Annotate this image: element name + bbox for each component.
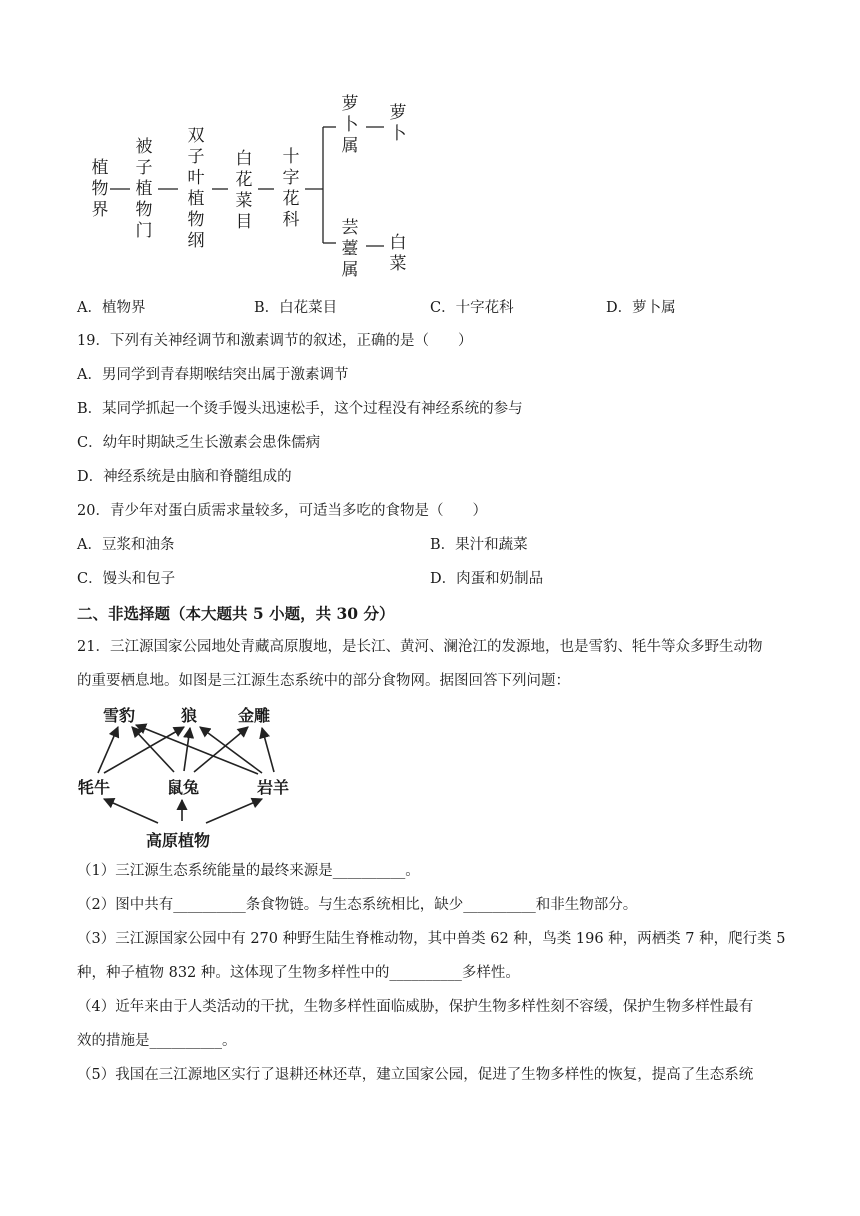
- taxon-genus-raphanus: 萝卜属: [341, 94, 359, 156]
- q19-option-a: A．男同学到青春期喉结突出属于激素调节: [77, 367, 349, 383]
- food-web-blue-sheep: 岩羊: [257, 778, 290, 797]
- q21-part3-line1: （3）三江源国家公园中有 270 种野生陆生脊椎动物，其中兽类 62 种，鸟类 196 种，两栖类 7 种，爬行类 5: [77, 931, 786, 947]
- taxon-phylum: 被子植物门: [135, 137, 153, 241]
- food-web-yak: 牦牛: [78, 778, 111, 797]
- q19-option-d: D．神经系统是由脑和脊髓组成的: [77, 469, 292, 485]
- q18-option-b: B．白花菜目: [254, 300, 338, 316]
- q19-option-c: C．幼年时期缺乏生长激素会患侏儒病: [77, 435, 321, 451]
- q20-option-d: D．肉蛋和奶制品: [430, 571, 544, 587]
- q18-option-d: D．萝卜属: [606, 300, 676, 316]
- taxon-order: 白花菜目: [235, 149, 253, 232]
- food-web-plateau-plants: 高原植物: [146, 831, 211, 850]
- q19-option-b: B．某同学抓起一个烫手馒头迅速松手，这个过程没有神经系统的参与: [77, 401, 523, 417]
- q21-intro-line2: 的重要栖息地。如图是三江源生态系统中的部分食物网。据图回答下列问题：: [77, 673, 570, 689]
- taxon-class: 双子叶植物纲: [187, 126, 205, 251]
- food-web-wolf: 狼: [181, 706, 198, 725]
- q20-option-b: B．果汁和蔬菜: [430, 537, 528, 553]
- q21-part4-line2: 效的措施是__________。: [77, 1033, 237, 1049]
- q21-intro-line1: 21．三江源国家公园地处青藏高原腹地，是长江、黄河、澜沧江的发源地，也是雪豹、牦牛等众多野生动物: [77, 639, 763, 655]
- food-web-snow-leopard: 雪豹: [103, 706, 136, 725]
- q19-stem: 19．下列有关神经调节和激素调节的叙述，正确的是（ ）: [77, 333, 473, 349]
- food-web-pika: 鼠兔: [167, 778, 200, 797]
- section-title: 二、非选择题（本大题共 5 小题，共 30 分）: [77, 604, 395, 623]
- q18-option-a: A．植物界: [77, 300, 146, 316]
- q20-stem: 20．青少年对蛋白质需求量较多，可适当多吃的食物是（ ）: [77, 503, 487, 519]
- taxon-kingdom: 植物界: [91, 158, 109, 220]
- q21-part3-line2: 种，种子植物 832 种。这体现了生物多样性中的__________多样性。: [77, 965, 520, 981]
- taxon-species-radish: 萝卜: [389, 103, 407, 144]
- q21-part4-line1: （4）近年来由于人类活动的干扰，生物多样性面临威胁，保护生物多样性刻不容缓，保护生物多样性最有: [77, 999, 754, 1015]
- q20-option-c: C．馒头和包子: [77, 571, 176, 587]
- q20-option-a: A．豆浆和油条: [77, 537, 175, 553]
- q18-option-c: C．十字花科: [430, 300, 514, 316]
- q21-part1: （1）三江源生态系统能量的最终来源是__________。: [77, 863, 420, 879]
- taxon-family: 十字花科: [282, 147, 300, 230]
- food-web-golden-eagle: 金雕: [238, 706, 271, 725]
- taxon-genus-brassica: 芸薹属: [341, 218, 359, 280]
- q21-part2: （2）图中共有__________条食物链。与生态系统相比，缺少__________和非生物部分。: [77, 897, 638, 913]
- q21-part5-line1: （5）我国在三江源地区实行了退耕还林还草，建立国家公园，促进了生物多样性的恢复，提高了生态系统: [77, 1067, 754, 1083]
- taxon-species-cabbage: 白菜: [389, 233, 407, 274]
